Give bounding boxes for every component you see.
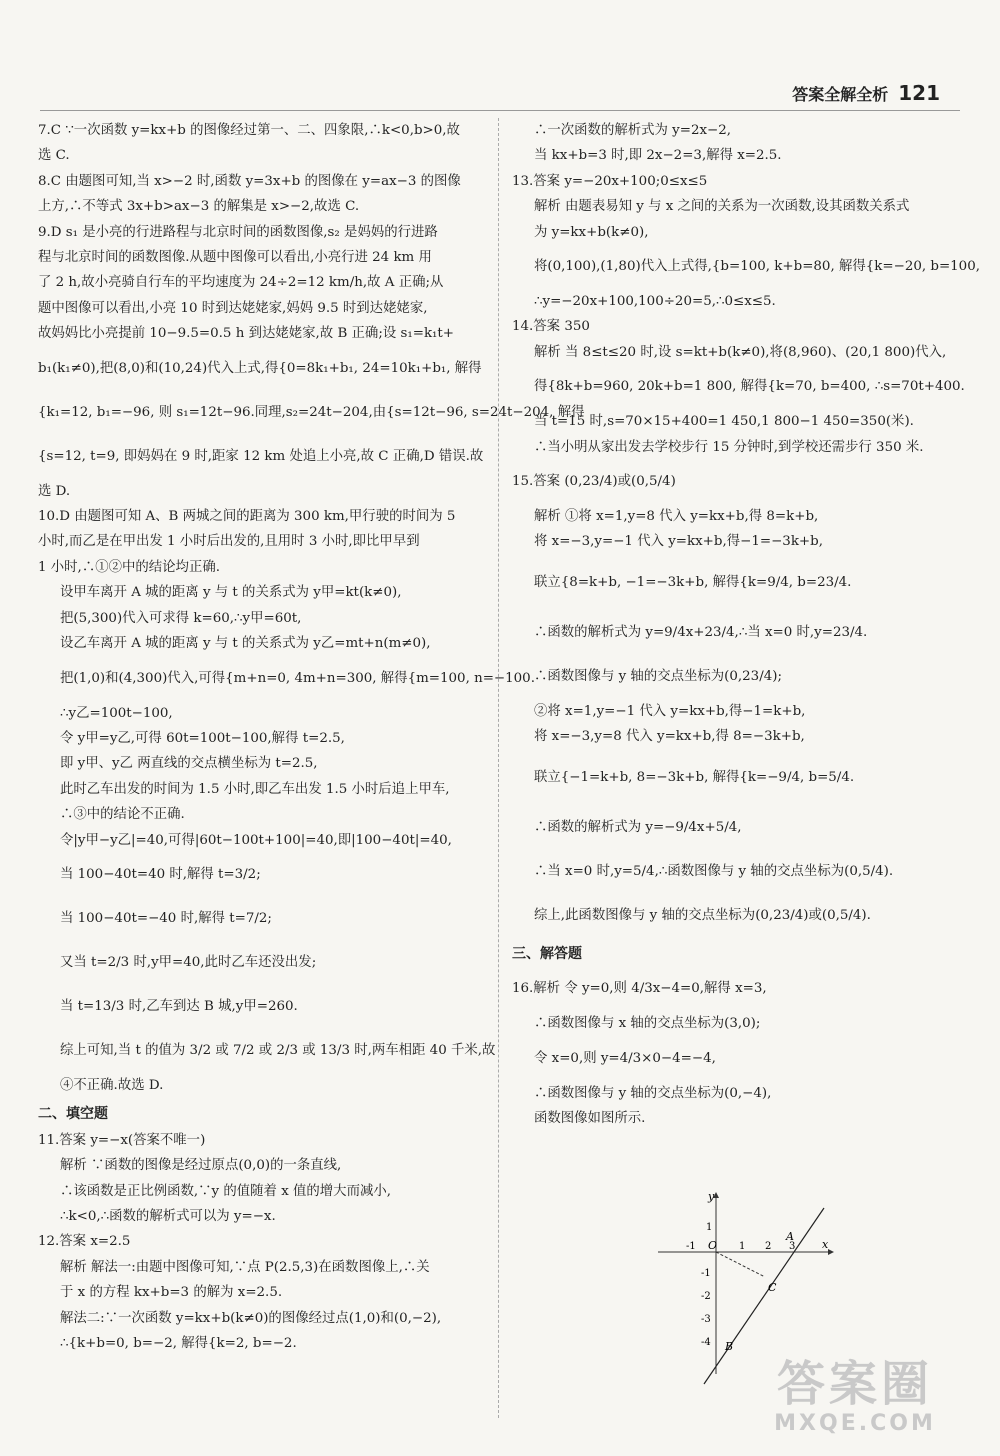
y-tick-label: -2: [701, 1291, 711, 1302]
text-line: 解析 ∵函数的图像是经过原点(0,0)的一条直线,: [60, 1158, 342, 1174]
header-rule: [40, 110, 960, 111]
right-column: [512, 118, 980, 1131]
text-line: 选 D.: [38, 483, 71, 499]
text-line: 程与北京时间的函数图像.从题中图像可以看出,小亮行进 24 km 用: [38, 250, 432, 266]
x-tick-label: 3: [789, 1241, 796, 1252]
y-axis-label: y: [708, 1190, 715, 1203]
y-tick-label: -1: [701, 1268, 711, 1279]
y-tick-label: 1: [706, 1222, 713, 1233]
x-tick-label: 2: [765, 1241, 772, 1252]
text-line: 联立{8=k+b, −1=−3k+b, 解得{k=9/4, b=23/4.: [534, 574, 852, 590]
text-line: 上方,∴不等式 3x+b>ax−3 的解集是 x>−2,故选 C.: [38, 199, 360, 215]
text-line: 当 t=13/3 时,乙车到达 B 城,y甲=260.: [60, 998, 298, 1014]
text-line: ④不正确.故选 D.: [60, 1077, 164, 1093]
text-line: ②将 x=1,y=−1 代入 y=kx+b,得−1=k+b,: [534, 703, 806, 719]
x-tick-label: 1: [739, 1241, 746, 1252]
text-line: ∴{k+b=0, b=−2, 解得{k=2, b=−2.: [60, 1336, 297, 1351]
text-line: {s=12, t=9, 即妈妈在 9 时,距家 12 km 处追上小亮,故 C 正确,D 错误.故: [38, 448, 484, 464]
function-graph: [650, 1188, 840, 1378]
text-line: 小时,而乙是在甲出发 1 小时后出发的,且用时 3 小时,即比甲早到: [38, 534, 420, 550]
text-line: ∴k<0,∴函数的解析式可以为 y=−x.: [60, 1208, 276, 1224]
text-line: 9.D s₁ 是小亮的行进路程与北京时间的函数图像,s₂ 是妈妈的行进路: [38, 224, 438, 240]
watermark-logo-text: 答案圈: [776, 1356, 933, 1412]
text-line: 将(0,100),(1,80)代入上式得,{b=100, k+b=80, 解得{k=−20, b=100,: [534, 259, 980, 275]
text-line: 解析 当 8≤t≤20 时,设 s=kt+b(k≠0),将(8,960)、(20,1 800)代入,: [534, 344, 947, 360]
text-line: 令|y甲−y乙|=40,可得|60t−100t+100|=40,即|100−40t|=40,: [60, 832, 452, 848]
text-line: ∴③中的结论不正确.: [60, 807, 185, 823]
text-line: {k₁=12, b₁=−96, 则 s₁=12t−96.同理,s₂=24t−204,由{s=12t−96, s=24t−204, 解得: [38, 404, 585, 420]
point-label-c: C: [768, 1281, 777, 1294]
text-line: 综上,此函数图像与 y 轴的交点坐标为(0,23/4)或(0,5/4).: [534, 907, 871, 923]
origin-label: O: [708, 1239, 718, 1252]
text-line: 当 100−40t=−40 时,解得 t=7/2;: [60, 910, 272, 926]
text-line: 令 y甲=y乙,可得 60t=100t−100,解得 t=2.5,: [60, 730, 345, 746]
x-tick-label: -1: [686, 1241, 696, 1252]
text-line: 了 2 h,故小亮骑自行车的平均速度为 24÷2=12 km/h,故 A 正确;从: [38, 275, 444, 291]
text-line: ∴一次函数的解析式为 y=2x−2,: [534, 123, 732, 138]
y-tick-label: -4: [701, 1337, 711, 1348]
text-line: 7.C ∵一次函数 y=kx+b 的图像经过第一、二、四象限,∴k<0,b>0,故: [38, 123, 460, 138]
text-line: ∴y=−20x+100,100÷20=5,∴0≤x≤5.: [534, 294, 776, 310]
text-line: 综上可知,当 t 的值为 3/2 或 7/2 或 2/3 或 13/3 时,两车相距 40 千米,故: [60, 1042, 496, 1058]
text-line: 为 y=kx+b(k≠0),: [534, 224, 649, 240]
page-number: 121: [898, 81, 940, 105]
text-line: b₁(k₁≠0),把(8,0)和(10,24)代入上式,得{0=8k₁+b₁, 24=10k₁+b₁, 解得: [38, 360, 482, 376]
text-line: 将 x=−3,y=8 代入 y=kx+b,得 8=−3k+b,: [534, 729, 805, 745]
text-line: 题中图像可以看出,小亮 10 时到达姥姥家,妈妈 9.5 时到达姥姥家,: [38, 300, 428, 316]
section-heading: 三、解答题: [512, 945, 582, 962]
text-line: 即 y甲、y乙 两直线的交点横坐标为 t=2.5,: [60, 756, 318, 772]
text-line: 10.D 由题图可知 A、B 两城之间的距离为 300 km,甲行驶的时间为 5: [38, 509, 456, 525]
text-line: 函数图像如图所示.: [534, 1110, 646, 1126]
point-label-a: A: [786, 1230, 794, 1243]
text-line: 令 x=0,则 y=4/3×0−4=−4,: [534, 1050, 716, 1066]
text-line: 解析 由题表易知 y 与 x 之间的关系为一次函数,设其函数关系式: [534, 199, 910, 215]
text-line: 12.答案 x=2.5: [38, 1234, 131, 1250]
text-line: ∴当小明从家出发去学校步行 15 分钟时,到学校还需步行 350 米.: [534, 439, 924, 455]
text-line: 将 x=−3,y=−1 代入 y=kx+b,得−1=−3k+b,: [534, 534, 823, 550]
text-line: 又当 t=2/3 时,y甲=40,此时乙车还没出发;: [60, 954, 317, 970]
text-line: 16.解析 令 y=0,则 4/3x−4=0,解得 x=3,: [512, 981, 767, 997]
watermark: [740, 1358, 970, 1448]
x-axis-arrow: [828, 1249, 834, 1255]
text-line: 解析 解法一:由题中图像可知,∵点 P(2.5,3)在函数图像上,∴关: [60, 1259, 430, 1275]
text-line: 此时乙车出发的时间为 1.5 小时,即乙车出发 1.5 小时后追上甲车,: [60, 781, 450, 797]
text-line: ∴函数的解析式为 y=9/4x+23/4,∴当 x=0 时,y=23/4.: [534, 624, 868, 640]
text-line: 设甲车离开 A 城的距离 y 与 t 的关系式为 y甲=kt(k≠0),: [60, 585, 402, 601]
text-line: 把(1,0)和(4,300)代入,可得{m+n=0, 4m+n=300, 解得{m=100, n=−100.: [60, 670, 535, 686]
text-line: 当 t=15 时,s=70×15+400=1 450,1 800−1 450=350(米).: [534, 414, 914, 430]
y-tick-label: -3: [701, 1314, 711, 1325]
text-line: 于 x 的方程 kx+b=3 的解为 x=2.5.: [60, 1285, 283, 1301]
text-line: ∴函数的解析式为 y=−9/4x+5/4,: [534, 819, 742, 835]
text-line: 8.C 由题图可知,当 x>−2 时,函数 y=3x+b 的图像在 y=ax−3 的图像: [38, 173, 461, 189]
text-line: 14.答案 350: [512, 319, 590, 335]
text-line: 当 kx+b=3 时,即 2x−2=3,解得 x=2.5.: [534, 148, 782, 164]
text-line: 解析 ①将 x=1,y=8 代入 y=kx+b,得 8=k+b,: [534, 509, 819, 525]
text-line: ∴该函数是正比例函数,∵y 的值随着 x 值的增大而减小,: [60, 1183, 391, 1199]
text-line: 解法二:∵一次函数 y=kx+b(k≠0)的图像经过点(1,0)和(0,−2),: [60, 1310, 442, 1326]
text-line: ∴当 x=0 时,y=5/4,∴函数图像与 y 轴的交点坐标为(0,5/4).: [534, 863, 894, 879]
column-divider: [498, 118, 499, 1418]
text-line: 11.答案 y=−x(答案不唯一): [38, 1132, 206, 1148]
text-line: 联立{−1=k+b, 8=−3k+b, 解得{k=−9/4, b=5/4.: [534, 769, 855, 785]
header-title: 答案全解全析: [792, 84, 889, 104]
text-line: 把(5,300)代入可求得 k=60,∴y甲=60t,: [60, 610, 302, 626]
page-header: [792, 78, 940, 108]
text-line: 设乙车离开 A 城的距离 y 与 t 的关系式为 y乙=mt+n(m≠0),: [60, 636, 431, 652]
perpendicular-dashed: [716, 1252, 765, 1277]
text-line: 得{8k+b=960, 20k+b=1 800, 解得{k=70, b=400, ∴s=70t+400.: [534, 379, 965, 395]
text-line: ∴函数图像与 y 轴的交点坐标为(0,23/4);: [534, 668, 782, 684]
point-label-b: B: [725, 1340, 734, 1353]
text-line: 13.答案 y=−20x+100;0≤x≤5: [512, 173, 708, 189]
section-heading: 二、填空题: [38, 1106, 108, 1123]
text-line: 选 C.: [38, 148, 70, 164]
text-line: 故妈妈比小亮提前 10−9.5=0.5 h 到达姥姥家,故 B 正确;设 s₁=k₁t+: [38, 326, 455, 342]
text-line: 15.答案 (0,23/4)或(0,5/4): [512, 474, 676, 490]
watermark-url: MXQE.COM: [774, 1411, 936, 1436]
text-line: ∴y乙=100t−100,: [60, 705, 173, 721]
text-line: ∴函数图像与 y 轴的交点坐标为(0,−4),: [534, 1085, 772, 1101]
text-line: 1 小时,∴①②中的结论均正确.: [38, 559, 220, 575]
x-axis-label: x: [822, 1238, 829, 1251]
text-line: ∴函数图像与 x 轴的交点坐标为(3,0);: [534, 1016, 761, 1032]
text-line: 当 100−40t=40 时,解得 t=3/2;: [60, 866, 261, 882]
